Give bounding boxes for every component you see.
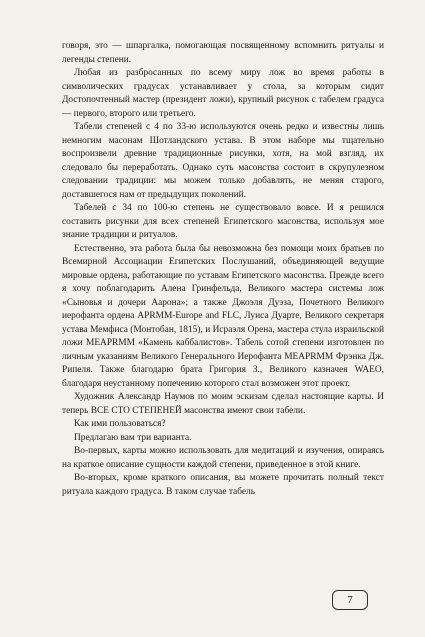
paragraph: Как ими пользоваться? <box>74 419 166 429</box>
page-number: 7 <box>332 590 368 610</box>
paragraph: Предлагаю вам три варианта. <box>74 432 192 443</box>
paragraph: Табелей с 34 по 100-ю степень не существовало вовсе. И я решился составить рисунки для всех степеней Египетского масонства, используя мое знание традиции и ритуалов. <box>62 203 384 240</box>
paragraph: Во-первых, карты можно использовать для медитаций и изучения, опираясь на краткое описание сущности каждой степени, приведенное в этой книге. <box>62 446 384 470</box>
paragraph: Табели степеней с 4 по 33-ю используются очень редко и известны лишь немногим масонам Шотландского устава. В этом наборе мы тщательно воспроизвели древние традиционные рисунки, хотя, на мой взгляд, их следовало бы переработать. Однако суть масонства состоит в скрупулезном следовании традиции: мы можем только добавлять, не меняя старого, доставшегося нам от предыдущих поколений. <box>62 122 384 200</box>
paragraph: Художник Александр Наумов по моим эскизам сделал настоящие карты. И теперь ВСЕ СТО СТЕПЕНЕЙ масонства имеют свои табели. <box>62 392 384 416</box>
paragraph: Любая из разбросанных по всему миру лож во время работы в символических градусах устанавливает у стола, за которым сидит Достопочтенный мастер (президент ложи), крупный рисунок с табелем градуса — первого, второго или третьего. <box>62 68 384 119</box>
body-text <box>62 40 384 499</box>
paragraph: Во-вторых, кроме краткого описания, вы можете прочитать полный текст ритуала каждого градуса. В таком случае табель <box>62 473 384 497</box>
paragraph: Естественно, эта работа была бы невозможна без помощи моих братьев по Всемирной Ассоциации Египетских Послушаний, объединяющей ведущие мировые ордена, работающие по уставам Египетского масонства. Прежде всего я хочу поблагодарить Алена Гринфельда, Великого мастера системы лож «Сыновья и дочери Аарона»; а также Джоэля Дуэза, Почетного Великого иерофанта ордена APRMM-Europe and FLC, Луиса Дуарте, Великого секретаря устава Мемфиса (Монтобан, 1815), и Исраэля Орена, мастера стула израильской ложи MEAPRMM «Камень каббалистов». Табель сотой степени изготовлен по личным указаниям Великого Генерального Иерофанта MEAPRMM Фрэнка Дж. Рипеля. Также благодарю брата Григория З., Великого казначея WAEO, благодаря неустанному попечению которого стал возможен этот проект. <box>62 243 384 389</box>
paragraph-continued: говоря, это — шпаргалка, помогающая посвященному вспомнить ритуалы и легенды степени. <box>62 41 384 65</box>
